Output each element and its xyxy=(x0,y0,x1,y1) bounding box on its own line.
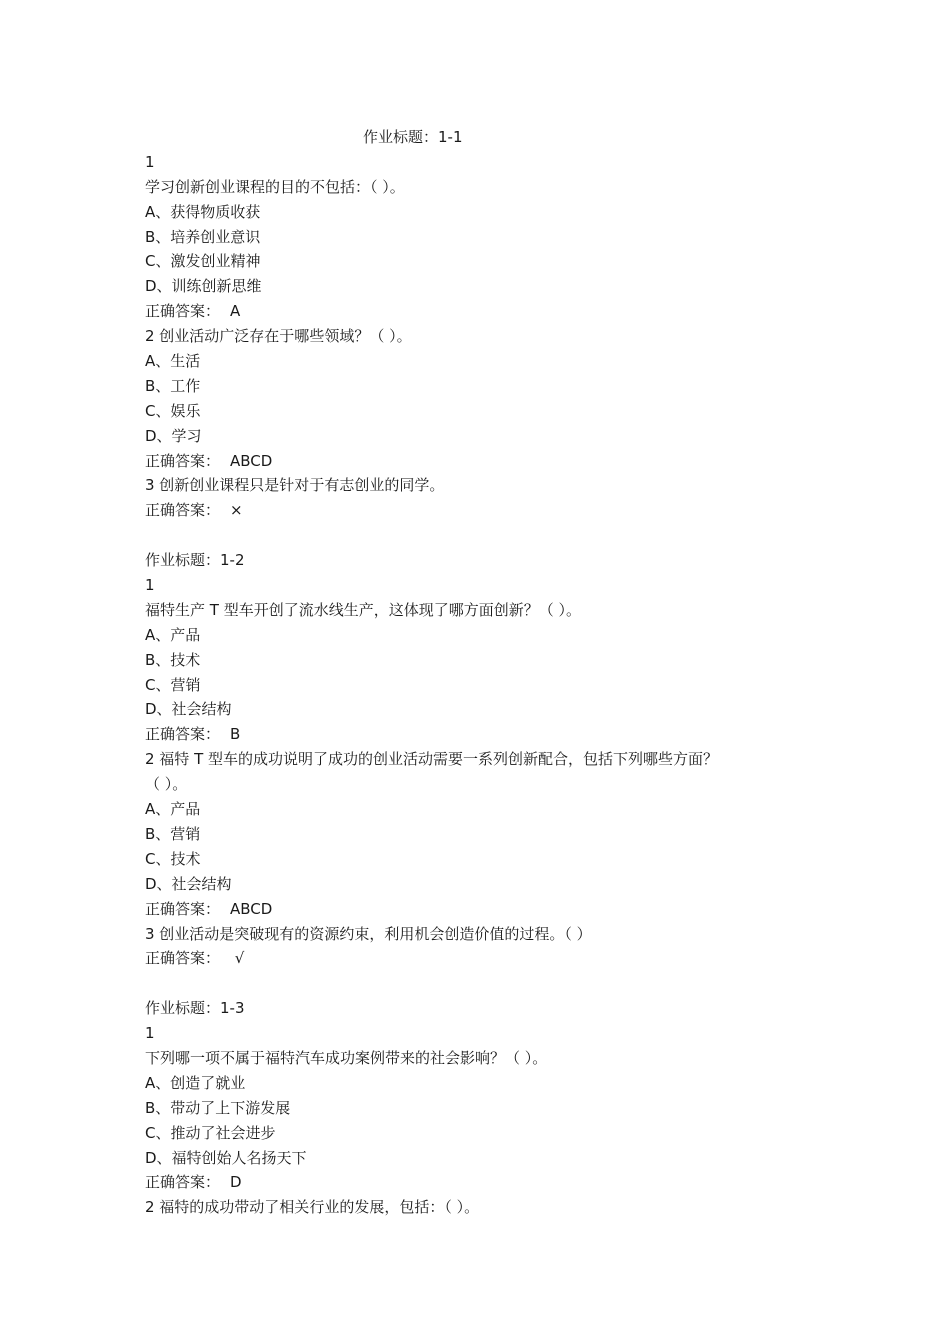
answer-line xyxy=(145,1170,825,1195)
answer-line xyxy=(145,449,825,474)
option-b: B、培养创业意识 xyxy=(145,227,261,246)
option-d: D、训练创新思维 xyxy=(145,277,262,296)
section-title: 作业标题：1-3 xyxy=(145,999,245,1018)
option-a: A、产品 xyxy=(145,800,201,819)
answer-label: 正确答案： xyxy=(145,302,221,321)
answer-label: 正确答案： xyxy=(145,451,221,470)
question-text: 2 福特的成功带动了相关行业的发展，包括：（ ）。 xyxy=(145,1198,480,1217)
option-d: D、学习 xyxy=(145,426,202,445)
option-b: B、技术 xyxy=(145,650,201,669)
option-b: B、带动了上下游发展 xyxy=(145,1098,291,1117)
answer-value: ABCD xyxy=(230,899,273,918)
question-number: 1 xyxy=(145,576,155,595)
section-title: 作业标题：1-1 xyxy=(363,128,463,146)
question-text: 2 创业活动广泛存在于哪些领域？（ ）。 xyxy=(145,327,412,346)
question-text: 3 创新创业课程只是针对于有志创业的同学。 xyxy=(145,476,445,495)
question-text: 3 创业活动是突破现有的资源约束，利用机会创造价值的过程。（ ） xyxy=(145,924,592,943)
option-c: C、娱乐 xyxy=(145,401,201,420)
question-text-continued: （ ）。 xyxy=(145,775,188,794)
answer-label: 正确答案： xyxy=(145,949,221,968)
answer-label: 正确答案： xyxy=(145,899,221,918)
option-c: C、激发创业精神 xyxy=(145,252,261,271)
question-text: 学习创新创业课程的目的不包括：（ ）。 xyxy=(145,177,405,196)
answer-value: B xyxy=(230,725,241,744)
option-b: B、工作 xyxy=(145,376,201,395)
answer-line xyxy=(145,498,825,523)
option-a: A、生活 xyxy=(145,352,201,371)
question-number: 1 xyxy=(145,1024,155,1043)
option-c: C、营销 xyxy=(145,675,201,694)
option-d: D、福特创始人名扬天下 xyxy=(145,1148,307,1167)
question-text: 2 福特 T 型车的成功说明了成功的创业活动需要一系列创新配合，包括下列哪些方面？ xyxy=(145,750,719,769)
answer-value: √ xyxy=(230,949,245,968)
answer-value: D xyxy=(230,1173,242,1192)
option-d: D、社会结构 xyxy=(145,874,232,893)
option-c: C、推动了社会进步 xyxy=(145,1123,276,1142)
question-text: 福特生产 T 型车开创了流水线生产，这体现了哪方面创新？（ ）。 xyxy=(145,600,581,619)
answer-value: A xyxy=(230,302,241,321)
option-a: A、创造了就业 xyxy=(145,1073,246,1092)
question-number: 1 xyxy=(145,152,155,171)
option-c: C、技术 xyxy=(145,849,201,868)
spacer xyxy=(145,971,825,996)
option-a: A、产品 xyxy=(145,625,201,644)
answer-label: 正确答案： xyxy=(145,1173,221,1192)
answer-line xyxy=(145,299,825,324)
option-b: B、营销 xyxy=(145,824,201,843)
spacer xyxy=(145,523,825,548)
answer-label: 正确答案： xyxy=(145,725,221,744)
option-a: A、获得物质收获 xyxy=(145,202,261,221)
answer-line xyxy=(145,897,825,922)
answer-value: ABCD xyxy=(230,451,273,470)
answer-label: 正确答案： xyxy=(145,501,221,520)
answer-value: × xyxy=(230,501,243,520)
question-text: 下列哪一项不属于福特汽车成功案例带来的社会影响？（ ）。 xyxy=(145,1048,548,1067)
answer-line xyxy=(145,946,825,971)
option-d: D、社会结构 xyxy=(145,700,232,719)
answer-line xyxy=(145,722,825,747)
section-title: 作业标题：1-2 xyxy=(145,551,245,570)
document-body xyxy=(145,125,825,1220)
